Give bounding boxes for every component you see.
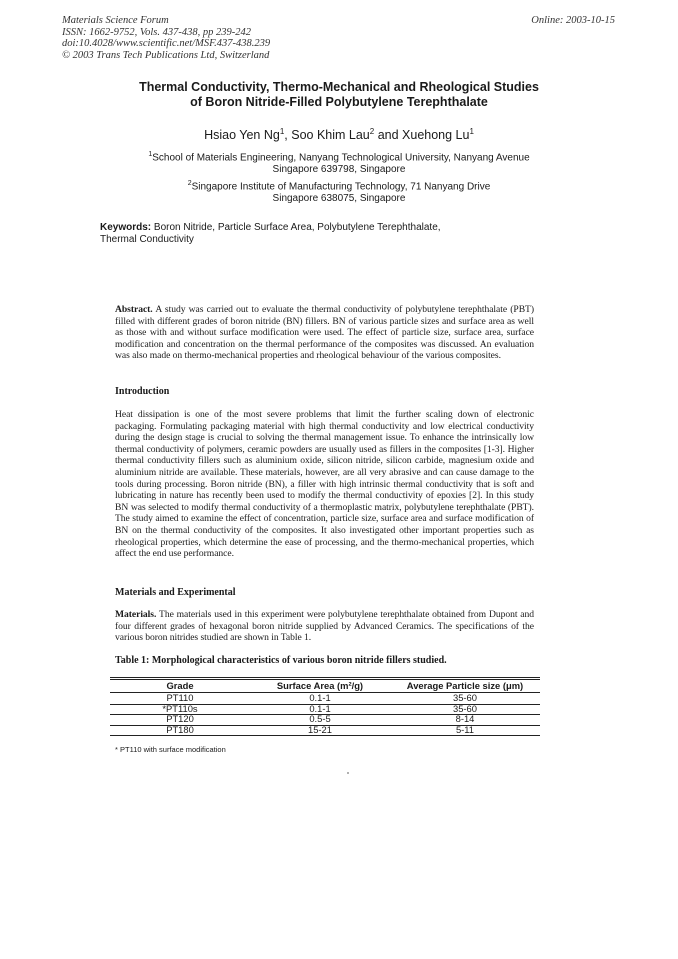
table-cell: 35-60 — [453, 702, 477, 714]
table-cell: 0.1-1 — [309, 692, 331, 703]
affiliation-1-line-2: Singapore 639798, Singapore — [272, 164, 406, 176]
affiliation-2-line-1: Singapore Institute of Manufacturing Technology, 71 Nanyang Drive — [191, 181, 491, 193]
introduction-heading: Introduction — [115, 386, 170, 397]
table-cell: PT110 — [166, 692, 194, 703]
table-footnote: * PT110 with surface modification — [115, 745, 226, 754]
table-cell: 8-14 — [455, 713, 475, 724]
table-header-particle-size: Average Particle size (μm) — [406, 680, 524, 691]
table-row — [110, 725, 540, 736]
affiliation-1-line-1: School of Materials Engineering, Nanyang Technological University, Nanyang Avenue — [152, 152, 530, 164]
abstract-label: Abstract. — [115, 304, 153, 315]
table-cell: PT120 — [166, 713, 194, 724]
title-line-1: Thermal Conductivity, Thermo-Mechanical and Rheological Studies — [139, 80, 539, 94]
table-header-row — [110, 680, 540, 692]
author-3-affil: 1 — [469, 127, 474, 136]
table-cell: 15-21 — [308, 723, 332, 735]
doi-line: doi:10.4028/www.scientific.net/MSF.437-438.239 — [62, 38, 271, 49]
keywords — [100, 222, 540, 246]
table-cell: 0.5-5 — [309, 713, 331, 724]
affiliation-2-mark: 2 — [187, 180, 192, 187]
issn-line: ISSN: 1662-9752, Vols. 437-438, pp 239-242 — [62, 26, 251, 38]
materials-label: Materials. — [115, 609, 157, 620]
affiliation-2-line-2: Singapore 638075, Singapore — [272, 193, 406, 205]
table-1 — [110, 677, 540, 735]
keywords-text: Boron Nitride, Particle Surface Area, Polybutylene Terephthalate, — [151, 222, 441, 233]
keywords-text-2: Thermal Conductivity — [100, 234, 194, 245]
copyright-line: © 2003 Trans Tech Publications Ltd, Switzerland — [62, 49, 270, 61]
scan-speck — [347, 772, 349, 774]
table-bottom-rule — [110, 735, 540, 736]
table-cell: 5-11 — [455, 723, 475, 735]
paper-title — [0, 80, 678, 110]
author-2: Soo Khim Lau — [291, 128, 370, 143]
materials-heading: Materials and Experimental — [115, 587, 236, 598]
abstract-text: A study was carried out to evaluate the thermal conductivity of polybutylene terephthalate (PBT) filled with different grades of boron nitride (BN) fillers. BN of various particle sizes and surface area as well as those with and without surface modification were used. The effect of particle size, surface area, surface modification and concentration on the thermal performance of the composites was discussed. An evaluation was also made on thermo-mechanical properties and rheological behaviour of the various composites. — [115, 304, 534, 362]
table-cell: 35-60 — [453, 692, 477, 703]
affiliation-1 — [0, 149, 678, 176]
affiliation-1-mark: 1 — [148, 151, 153, 158]
table-header-grade: Grade — [166, 680, 194, 691]
table-header-surface-area: Surface Area (m²/g) — [276, 680, 364, 691]
author-2-affil: 2 — [369, 127, 375, 136]
table-row — [110, 693, 540, 704]
table-top-rule — [110, 677, 540, 678]
affiliation-2 — [0, 178, 678, 205]
table-caption: Table 1: Morphological characteristics of various boron nitride fillers studied. — [115, 655, 447, 666]
keywords-label: Keywords: — [100, 222, 152, 233]
journal-name: Materials Science Forum — [62, 15, 169, 26]
materials-text: The materials used in this experiment were polybutylene terephthalate obtained from Dupont and four different grades of hexagonal boron nitride supplied by Advanced Ceramics. The specifications of the various boron nitrides studied are shown in Table 1. — [115, 609, 534, 644]
table-row — [110, 714, 540, 725]
author-list — [0, 124, 678, 143]
author-sep-1: , — [284, 128, 292, 143]
author-3: Xuehong Lu — [402, 128, 470, 143]
table-cell: 0.1-1 — [309, 702, 331, 714]
journal-header — [62, 15, 270, 61]
title-line-2: of Boron Nitride-Filled Polybutylene Terephthalate — [190, 95, 488, 109]
author-1-affil: 1 — [279, 127, 285, 136]
materials-paragraph — [115, 609, 534, 644]
table-cell: PT180 — [166, 723, 194, 735]
online-date: Online: 2003-10-15 — [531, 15, 615, 26]
author-1: Hsiao Yen Ng — [204, 128, 280, 143]
abstract — [115, 304, 534, 362]
author-sep-2: and — [374, 128, 403, 143]
table-cell: *PT110s — [162, 702, 198, 714]
introduction-text: Heat dissipation is one of the most severe problems that limit the further scaling down of electronic packaging. Formulating packaging material with high thermal conductivity and low electrical conductivity during the design stage is crucial to solving the thermal management issue. To enhance the intrinsically low thermal conductivity of polymers, ceramic powders are usually used as fillers in the composites [1-3]. Higher thermal conductivity fillers such as aluminium oxide, silicon nitride, silicon carbide, magnesium oxide and aluminium nitride are available. These materials, however, are all very abrasive and can cause damage to the tools during processing. Boron nitride (BN), a filler with high intrinsic thermal conductivity that is soft and lubricating in nature has recently been used to modify the thermal conductivity of epoxies [2]. In this study BN was selected to modify thermal conductivity of a thermoplastic matrix, polybutylene terephthalate (PBT). The study aimed to examine the effect of concentration, particle size, surface area and surface modification of BN on the thermal conductivity of the composites. It also investigated other important properties such as rheological properties, which determine the ease of processing, and the thermo-mechanical properties, which affect the end use performance. — [115, 409, 534, 560]
